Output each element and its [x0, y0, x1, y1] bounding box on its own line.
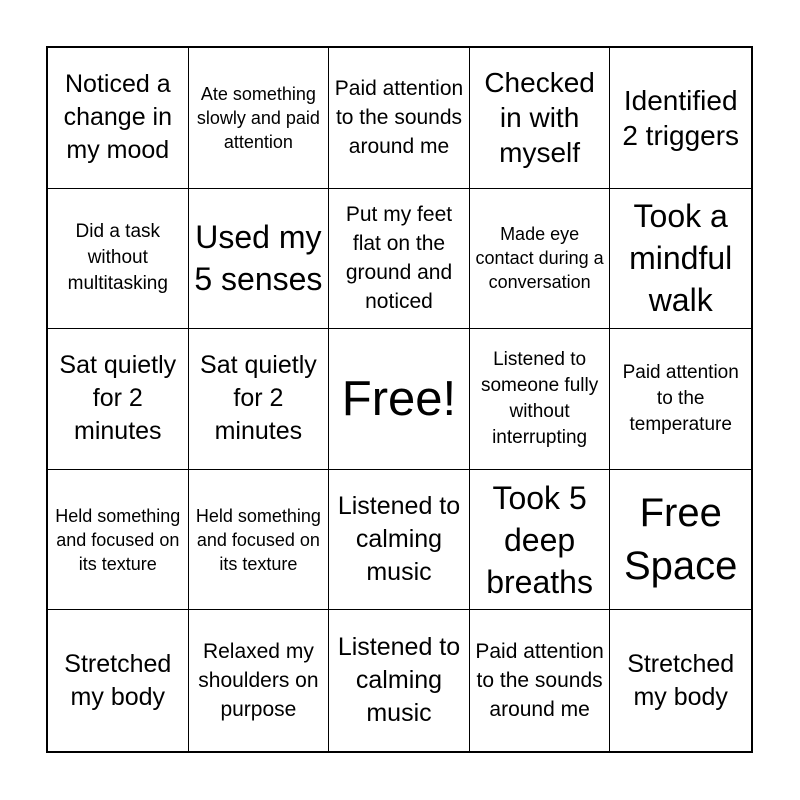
cell-text: Put my feet flat on the ground and noticed: [345, 203, 453, 314]
cell-text: Held something and focused on its texture: [195, 505, 321, 574]
bingo-cell[interactable]: [610, 189, 751, 330]
cell-text: Took a mindful walk: [629, 198, 733, 319]
bingo-cell[interactable]: [189, 48, 330, 189]
bingo-cell[interactable]: [189, 329, 330, 470]
cell-text: Ate something slowly and paid attention: [196, 83, 320, 152]
cell-text: Sat quietly for 2 minutes: [200, 351, 317, 446]
cell-text: Listened to calming music: [337, 492, 461, 587]
bingo-cell[interactable]: [48, 48, 189, 189]
cell-text: Paid attention to the sounds around me: [334, 77, 464, 159]
bingo-cell[interactable]: [470, 329, 611, 470]
cell-text: Noticed a change in my mood: [63, 70, 173, 165]
cell-text: Held something and focused on its texture: [55, 505, 181, 574]
cell-text: Listened to calming music: [337, 633, 461, 728]
bingo-cell[interactable]: [610, 48, 751, 189]
bingo-cell[interactable]: [48, 610, 189, 751]
cell-text: Stretched my body: [64, 649, 172, 711]
free-space-cell[interactable]: [329, 329, 470, 470]
bingo-cell[interactable]: [329, 189, 470, 330]
bingo-cell[interactable]: [610, 610, 751, 751]
cell-text: Stretched my body: [627, 649, 735, 711]
bingo-cell[interactable]: [189, 189, 330, 330]
cell-text: Free Space: [623, 490, 738, 588]
bingo-cell[interactable]: [329, 470, 470, 611]
bingo-cell[interactable]: [329, 48, 470, 189]
bingo-cell[interactable]: [48, 329, 189, 470]
bingo-cell[interactable]: [470, 189, 611, 330]
cell-text: Checked in with myself: [484, 67, 595, 169]
cell-text: Sat quietly for 2 minutes: [59, 351, 177, 446]
bingo-cell[interactable]: [48, 470, 189, 611]
bingo-cell[interactable]: [610, 329, 751, 470]
bingo-cell[interactable]: [329, 610, 470, 751]
cell-text: Used my 5 senses: [194, 219, 323, 298]
cell-text: Identified 2 triggers: [622, 84, 740, 151]
cell-text: Listened to someone fully without interrupting: [480, 348, 599, 448]
cell-text: Relaxed my shoulders on purpose: [198, 640, 319, 722]
bingo-cell[interactable]: [189, 610, 330, 751]
bingo-cell[interactable]: [48, 189, 189, 330]
cell-text: Paid attention to the temperature: [622, 361, 739, 435]
cell-text: Did a task without multitasking: [67, 221, 168, 295]
bingo-cell[interactable]: [470, 610, 611, 751]
free-space-cell[interactable]: [610, 470, 751, 611]
bingo-cell[interactable]: [470, 48, 611, 189]
cell-text: Made eye contact during a conversation: [475, 224, 604, 293]
cell-text: Paid attention to the sounds around me: [475, 640, 604, 722]
bingo-cell[interactable]: [189, 470, 330, 611]
cell-text: Free!: [341, 371, 457, 426]
bingo-cell[interactable]: [470, 470, 611, 611]
bingo-board: [46, 46, 753, 753]
cell-text: Took 5 deep breaths: [486, 479, 593, 600]
